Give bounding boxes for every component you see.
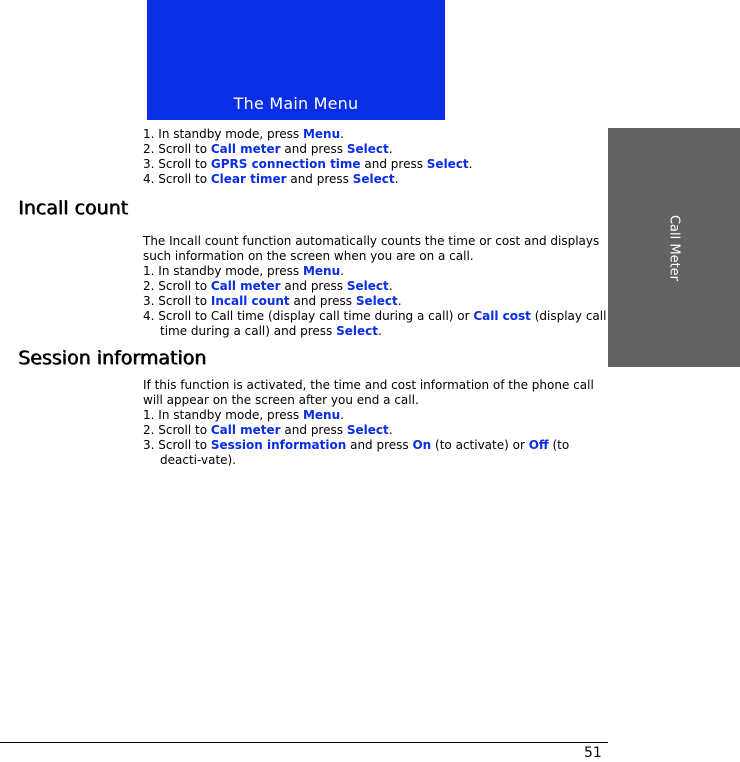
incall-count-intro: The Incall count function automatically counts the time or cost and displays such information on the screen when you are on a call.: [143, 234, 600, 263]
list-item: 1. In standby mode, press Menu.: [143, 127, 344, 141]
session-information-heading: Session information: [18, 347, 207, 369]
list-item: 3. Scroll to Session information and press On (to activate) or Off (to deacti-vate).: [143, 438, 570, 467]
list-item: 4. Scroll to Clear timer and press Select.: [143, 172, 399, 186]
list-item: 1. In standby mode, press Menu.: [143, 408, 344, 422]
list-item: 3. Scroll to GPRS connection time and press Select.: [143, 157, 473, 171]
chapter-tab-label: Call Meter: [666, 214, 682, 281]
footer-divider: [0, 742, 608, 743]
chapter-side-tab: [608, 128, 740, 367]
session-information-intro: If this function is activated, the time and cost information of the phone call will appear on the screen after you end a call.: [143, 378, 594, 407]
list-item: 1. In standby mode, press Menu.: [143, 264, 344, 278]
main-menu-caption: The Main Menu: [233, 94, 359, 113]
main-menu-screen-image: [147, 0, 445, 120]
list-item: 2. Scroll to Call meter and press Select.: [143, 142, 393, 156]
clear-timer-steps: [143, 127, 613, 187]
incall-count-heading: Incall count: [18, 197, 128, 219]
session-information-steps: [143, 408, 613, 468]
list-item: 4. Scroll to Call time (display call time during a call) or Call cost (display call time during a call) and press Select.: [143, 309, 607, 338]
list-item: 3. Scroll to Incall count and press Select.: [143, 294, 402, 308]
incall-count-steps: [143, 264, 613, 339]
list-item: 2. Scroll to Call meter and press Select.: [143, 423, 393, 437]
page-number: 51: [584, 745, 602, 761]
list-item: 2. Scroll to Call meter and press Select.: [143, 279, 393, 293]
